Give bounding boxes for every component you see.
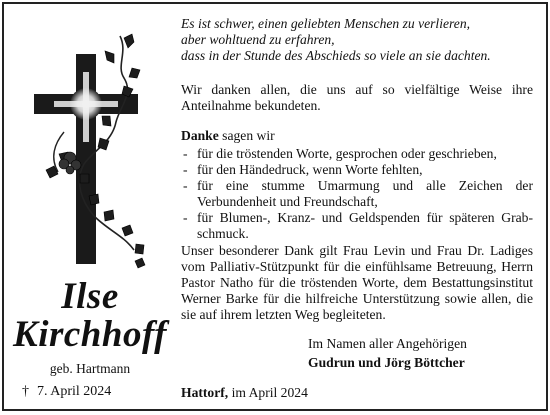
list-item: - für eine stumme Umarmung und alle Zeichen der Verbundenheit und Freundschaft, [181,178,533,210]
quote-line: aber wohltuend zu erfahren, [181,32,335,47]
quote-block [181,16,491,64]
list-item: - für Blumen-, Kranz- und Geldspenden für späteren Grab-schmuck. [181,210,533,242]
place-date [181,385,308,401]
special-thanks-paragraph: Unser besonderer Dank gilt Frau Levin und Frau Dr. Ladiges vom Palliativ-Stützpunkt für die einfühlsame Betreuung, Herrn Pastor Natho für die tröstenden Worte, dem Bestattungsinstitut Werner Barke für die hilfreiche Unterstützung sowie allen, die sie auf ihrem letzten Weg begleiteten. [181,243,533,322]
death-date: 7. April 2024 [37,384,112,399]
cross-symbol-icon: † [22,384,29,399]
cross-with-ivy-icon [24,32,164,272]
left-column [4,4,176,409]
deceased-last-name: Kirchhoff [13,314,167,355]
death-date-line [22,384,111,400]
quote-line: Es ist schwer, einen geliebten Menschen zu verlieren, [181,16,471,31]
dank-bold: Danke [181,128,219,143]
place-date-text: im April 2024 [228,385,308,400]
dank-heading [181,128,275,144]
thanks-paragraph: Wir danken allen, die uns auf so vielfältige Weise ihre Anteilnahme bekundeten. [181,82,533,113]
signature-names: Gudrun und Jörg Böttcher [308,355,465,370]
quote-line: dass in der Stunde des Abschieds so viele an sie dachten. [181,48,491,63]
birth-name: geb. Hartmann [49,361,131,376]
place-name: Hattorf, [181,385,229,400]
deceased-first-name: Ilse [61,276,119,317]
list-item: - für den Händedruck, wenn Worte fehlten, [181,162,533,178]
thanks-list [181,146,533,242]
list-item: - für die tröstenden Worte, gesprochen oder geschrieben, [181,146,533,162]
signature-intro: Im Namen aller Angehörigen [308,336,467,351]
obituary-card [2,2,548,411]
dank-rest: sagen wir [218,128,275,143]
